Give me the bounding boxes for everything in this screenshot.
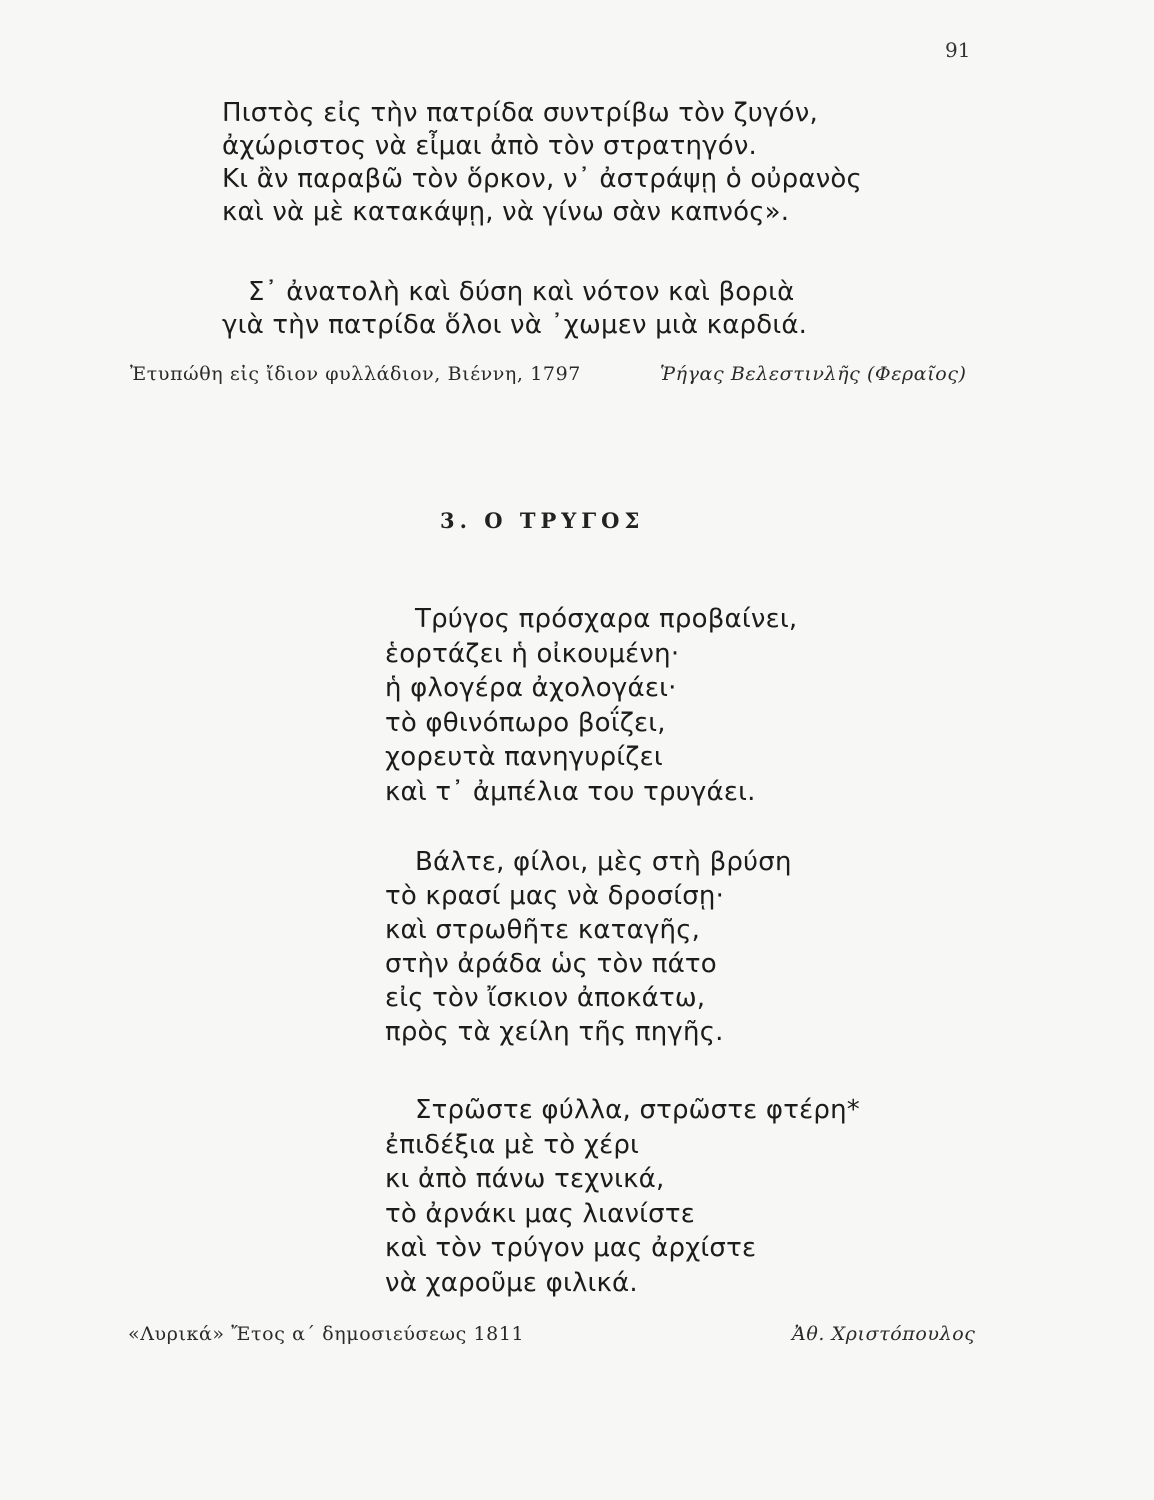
verse-line: χορευτὰ πανηγυρίζει <box>385 742 663 772</box>
verse-line: Σ᾿ ἀνατολὴ καὶ δύση καὶ νότον καὶ βοριὰ <box>248 277 795 307</box>
verse-line: ἐπιδέξια μὲ τὸ χέρι <box>385 1129 640 1160</box>
verse-line: Βάλτε, φίλοι, μὲς στὴ βρύση <box>415 847 792 877</box>
poem1-stanza-1 <box>222 97 862 229</box>
poem1-source: Ἐτυπώθη εἰς ἴδιον φυλλάδιον, Βιέννη, 1797 <box>130 363 581 385</box>
poem1-stanza-2 <box>222 276 807 342</box>
verse-line: Στρῶστε φύλλα, στρῶστε φτέρη* <box>415 1095 860 1125</box>
verse-line: πρὸς τὰ χείλη τῆς πηγῆς. <box>385 1017 724 1047</box>
poem2-stanza-1 <box>385 602 797 809</box>
poem1-author: Ῥήγας Βελεστινλῆς (Φεραῖος) <box>660 363 967 385</box>
verse-line: εἰς τὸν ἴσκιον ἀποκάτω, <box>385 983 706 1013</box>
verse-line: καὶ τὸν τρύγον μας ἀρχίστε <box>385 1233 757 1263</box>
verse-line: καὶ νὰ μὲ κατακάψῃ, νὰ γίνω σὰν καπνός». <box>222 197 790 227</box>
verse-line: τὸ κρασί μας νὰ δροσίσῃ· <box>385 881 725 911</box>
poem2-stanza-2 <box>385 845 792 1049</box>
verse-line: Κι ἂν παραβῶ τὸν ὅρκον, ν᾿ ἀστράψῃ ὁ οὐρανὸς <box>222 164 862 194</box>
verse-line: στὴν ἀράδα ὡς τὸν πάτο <box>385 949 717 979</box>
poem2-source: «Λυρικά» Ἔτος α΄ δημοσιεύσεως 1811 <box>128 1323 525 1345</box>
verse-line: καὶ στρωθῆτε καταγῆς, <box>385 915 701 945</box>
verse-line: καὶ τ᾿ ἀμπέλια του τρυγάει. <box>385 776 756 807</box>
poem2-title: 3. Ο ΤΡΥΓΟΣ <box>440 508 645 533</box>
verse-line: ἀχώριστος νὰ εἶμαι ἀπὸ τὸν στρατηγόν. <box>222 131 758 161</box>
verse-line: Πιστὸς εἰς τὴν πατρίδα συντρίβω τὸν ζυγόν, <box>222 98 818 128</box>
verse-line: γιὰ τὴν πατρίδα ὅλοι νὰ ᾽χωμεν μιὰ καρδιά. <box>222 310 808 340</box>
verse-line: τὸ φθινόπωρο βοΐζει, <box>385 707 666 738</box>
poem2-author: Ἀθ. Χριστόπουλος <box>792 1323 976 1345</box>
verse-line: ἑορτάζει ἡ οἰκουμένη· <box>385 638 680 669</box>
verse-line: ἡ φλογέρα ἀχολογάει· <box>385 673 677 703</box>
verse-line: τὸ ἀρνάκι μας λιανίστε <box>385 1198 695 1229</box>
verse-line: κι ἀπὸ πάνω τεχνικά, <box>385 1164 665 1194</box>
poem2-stanza-3 <box>385 1093 860 1300</box>
page-number: 91 <box>945 38 971 62</box>
verse-line: νὰ χαροῦμε φιλικά. <box>385 1267 638 1298</box>
verse-line: Τρύγος πρόσχαρα προβαίνει, <box>415 604 798 634</box>
